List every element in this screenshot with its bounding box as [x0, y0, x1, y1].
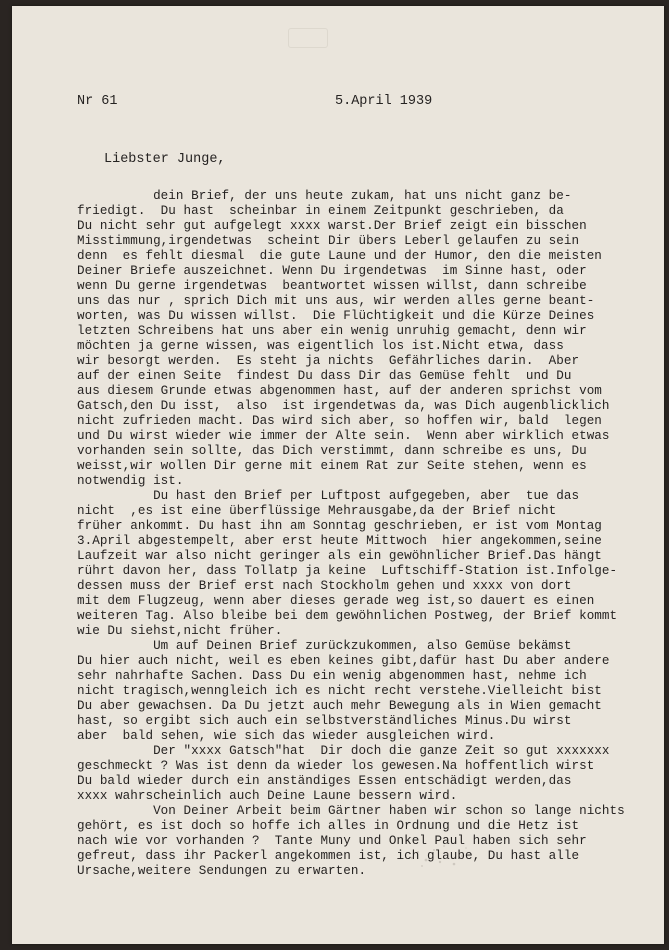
letter-line: nicht ,es ist eine überflüssige Mehrausgabe,da der Brief nicht	[77, 504, 557, 518]
letter-line: nicht zufrieden macht. Das wird sich aber, so hoffen wir, bald legen	[77, 414, 602, 428]
letter-line: sehr nahrhafte Sachen. Dass Du ein wenig abgenommen hast, nehme ich	[77, 669, 587, 683]
ink-smudge	[404, 842, 474, 872]
letter-line: geschmeckt ? Was ist denn da wieder los gewesen.Na hoffentlich wirst	[77, 759, 595, 773]
letter-line: uns das nur , sprich Dich mit uns aus, wir werden alles gerne beant-	[77, 294, 595, 308]
letter-line: nach wie vor vorhanden ? Tante Muny und Onkel Paul haben sich sehr	[77, 834, 587, 848]
letter-number: Nr 61	[77, 94, 118, 109]
letter-line: Der "xxxx Gatsch"hat Dir doch die ganze Zeit so gut xxxxxxx	[77, 744, 610, 758]
letter-line: vorhanden sein sollte, das Dich verstimmt, dann schreibe es uns, Du	[77, 444, 587, 458]
letter-line: weisst,wir wollen Dir gerne mit einem Rat zur Seite stehen, wenn es	[77, 459, 587, 473]
letter-line: Du aber gewachsen. Da Du jetzt auch mehr Bewegung als in Wien gemacht	[77, 699, 602, 713]
letter-line: dein Brief, der uns heute zukam, hat uns nicht ganz be-	[77, 189, 572, 203]
letter-line: und Du wirst wieder wie immer der Alte sein. Wenn aber wirklich etwas	[77, 429, 610, 443]
letter-line: friedigt. Du hast scheinbar in einem Zeitpunkt geschrieben, da	[77, 204, 564, 218]
letter-line: mit dem Flugzeug, wenn aber dieses gerade weg ist,so dauert es einen	[77, 594, 595, 608]
letter-line: auf der einen Seite findest Du dass Dir das Gemüse fehlt und Du	[77, 369, 572, 383]
letter-line: wir besorgt werden. Es steht ja nichts Gefährliches darin. Aber	[77, 354, 580, 368]
letter-line: worten, was Du wissen willst. Die Flüchtigkeit und die Kürze Deines	[77, 309, 595, 323]
letter-line: wenn Du gerne irgendetwas beantwortet wissen willst, dann schreibe	[77, 279, 587, 293]
letter-line: notwendig ist.	[77, 474, 184, 488]
letter-line: dessen muss der Brief erst nach Stockholm gehen und xxxx von dort	[77, 579, 572, 593]
letter-line: Um auf Deinen Brief zurückzukommen, also Gemüse bekämst	[77, 639, 572, 653]
letter-line: gehört, es ist doch so hoffe ich alles in Ordnung und die Hetz ist	[77, 819, 580, 833]
letter-line: Deiner Briefe auszeichnet. Wenn Du irgendetwas im Sinne hast, oder	[77, 264, 587, 278]
letter-line: Du hier auch nicht, weil es eben keines gibt,dafür hast Du aber andere	[77, 654, 610, 668]
letter-line: rührt davon her, dass Tollatp ja keine Luftschiff-Station ist.Infolge-	[77, 564, 618, 578]
letter-line: Ursache,weitere Sendungen zu erwarten.	[77, 864, 367, 878]
letter-line: Laufzeit war also nicht geringer als ein gewöhnlicher Brief.Das hängt	[77, 549, 602, 563]
letter-line: Du bald wieder durch ein anständiges Essen entschädigt werden,das	[77, 774, 572, 788]
letter-line: wie Du siehst,nicht früher.	[77, 624, 283, 638]
letter-line: Gatsch,den Du isst, also ist irgendetwas da, was Dich augenblicklich	[77, 399, 610, 413]
letter-line: möchten ja gerne wissen, was eigentlich los ist.Nicht etwa, dass	[77, 339, 564, 353]
embossed-stamp-mark	[288, 28, 328, 48]
letter-line: Von Deiner Arbeit beim Gärtner haben wir schon so lange nichts	[77, 804, 625, 818]
letter-body	[77, 189, 647, 879]
letter-line: aus diesem Grunde etwas abgenommen hast, auf der anderen sprichst vom	[77, 384, 602, 398]
letter-line: 3.April abgestempelt, aber erst heute Mittwoch hier angekommen,seine	[77, 534, 602, 548]
letter-header	[77, 94, 624, 114]
letter-page	[12, 6, 664, 944]
letter-line: xxxx wahrscheinlich auch Deine Laune bessern wird.	[77, 789, 458, 803]
letter-line: weiteren Tag. Also bleibe bei dem gewöhnlichen Postweg, der Brief kommt	[77, 609, 618, 623]
letter-line: Misstimmung,irgendetwas scheint Dir übers Leberl gelaufen zu sein	[77, 234, 580, 248]
letter-line: hast, so ergibt sich auch ein selbstverständliches Minus.Du wirst	[77, 714, 572, 728]
letter-line: früher ankommt. Du hast ihn am Sonntag geschrieben, er ist vom Montag	[77, 519, 602, 533]
letter-line: nicht tragisch,wenngleich ich es nicht recht verstehe.Vielleicht bist	[77, 684, 602, 698]
letter-line: gefreut, dass ihr Packerl angekommen ist, ich glaube, Du hast alle	[77, 849, 580, 863]
letter-line: Du nicht sehr gut aufgelegt xxxx warst.Der Brief zeigt ein bisschen	[77, 219, 587, 233]
letter-date: 5.April 1939	[335, 94, 433, 109]
letter-line: aber bald sehen, wie sich das wieder ausgleichen wird.	[77, 729, 496, 743]
letter-line: denn es fehlt diesmal die gute Laune und der Humor, den die meisten	[77, 249, 602, 263]
letter-line: Du hast den Brief per Luftpost aufgegeben, aber tue das	[77, 489, 580, 503]
letter-line: letzten Schreibens hat uns aber ein wenig unruhig gemacht, denn wir	[77, 324, 587, 338]
letter-greeting: Liebster Junge,	[104, 152, 226, 167]
